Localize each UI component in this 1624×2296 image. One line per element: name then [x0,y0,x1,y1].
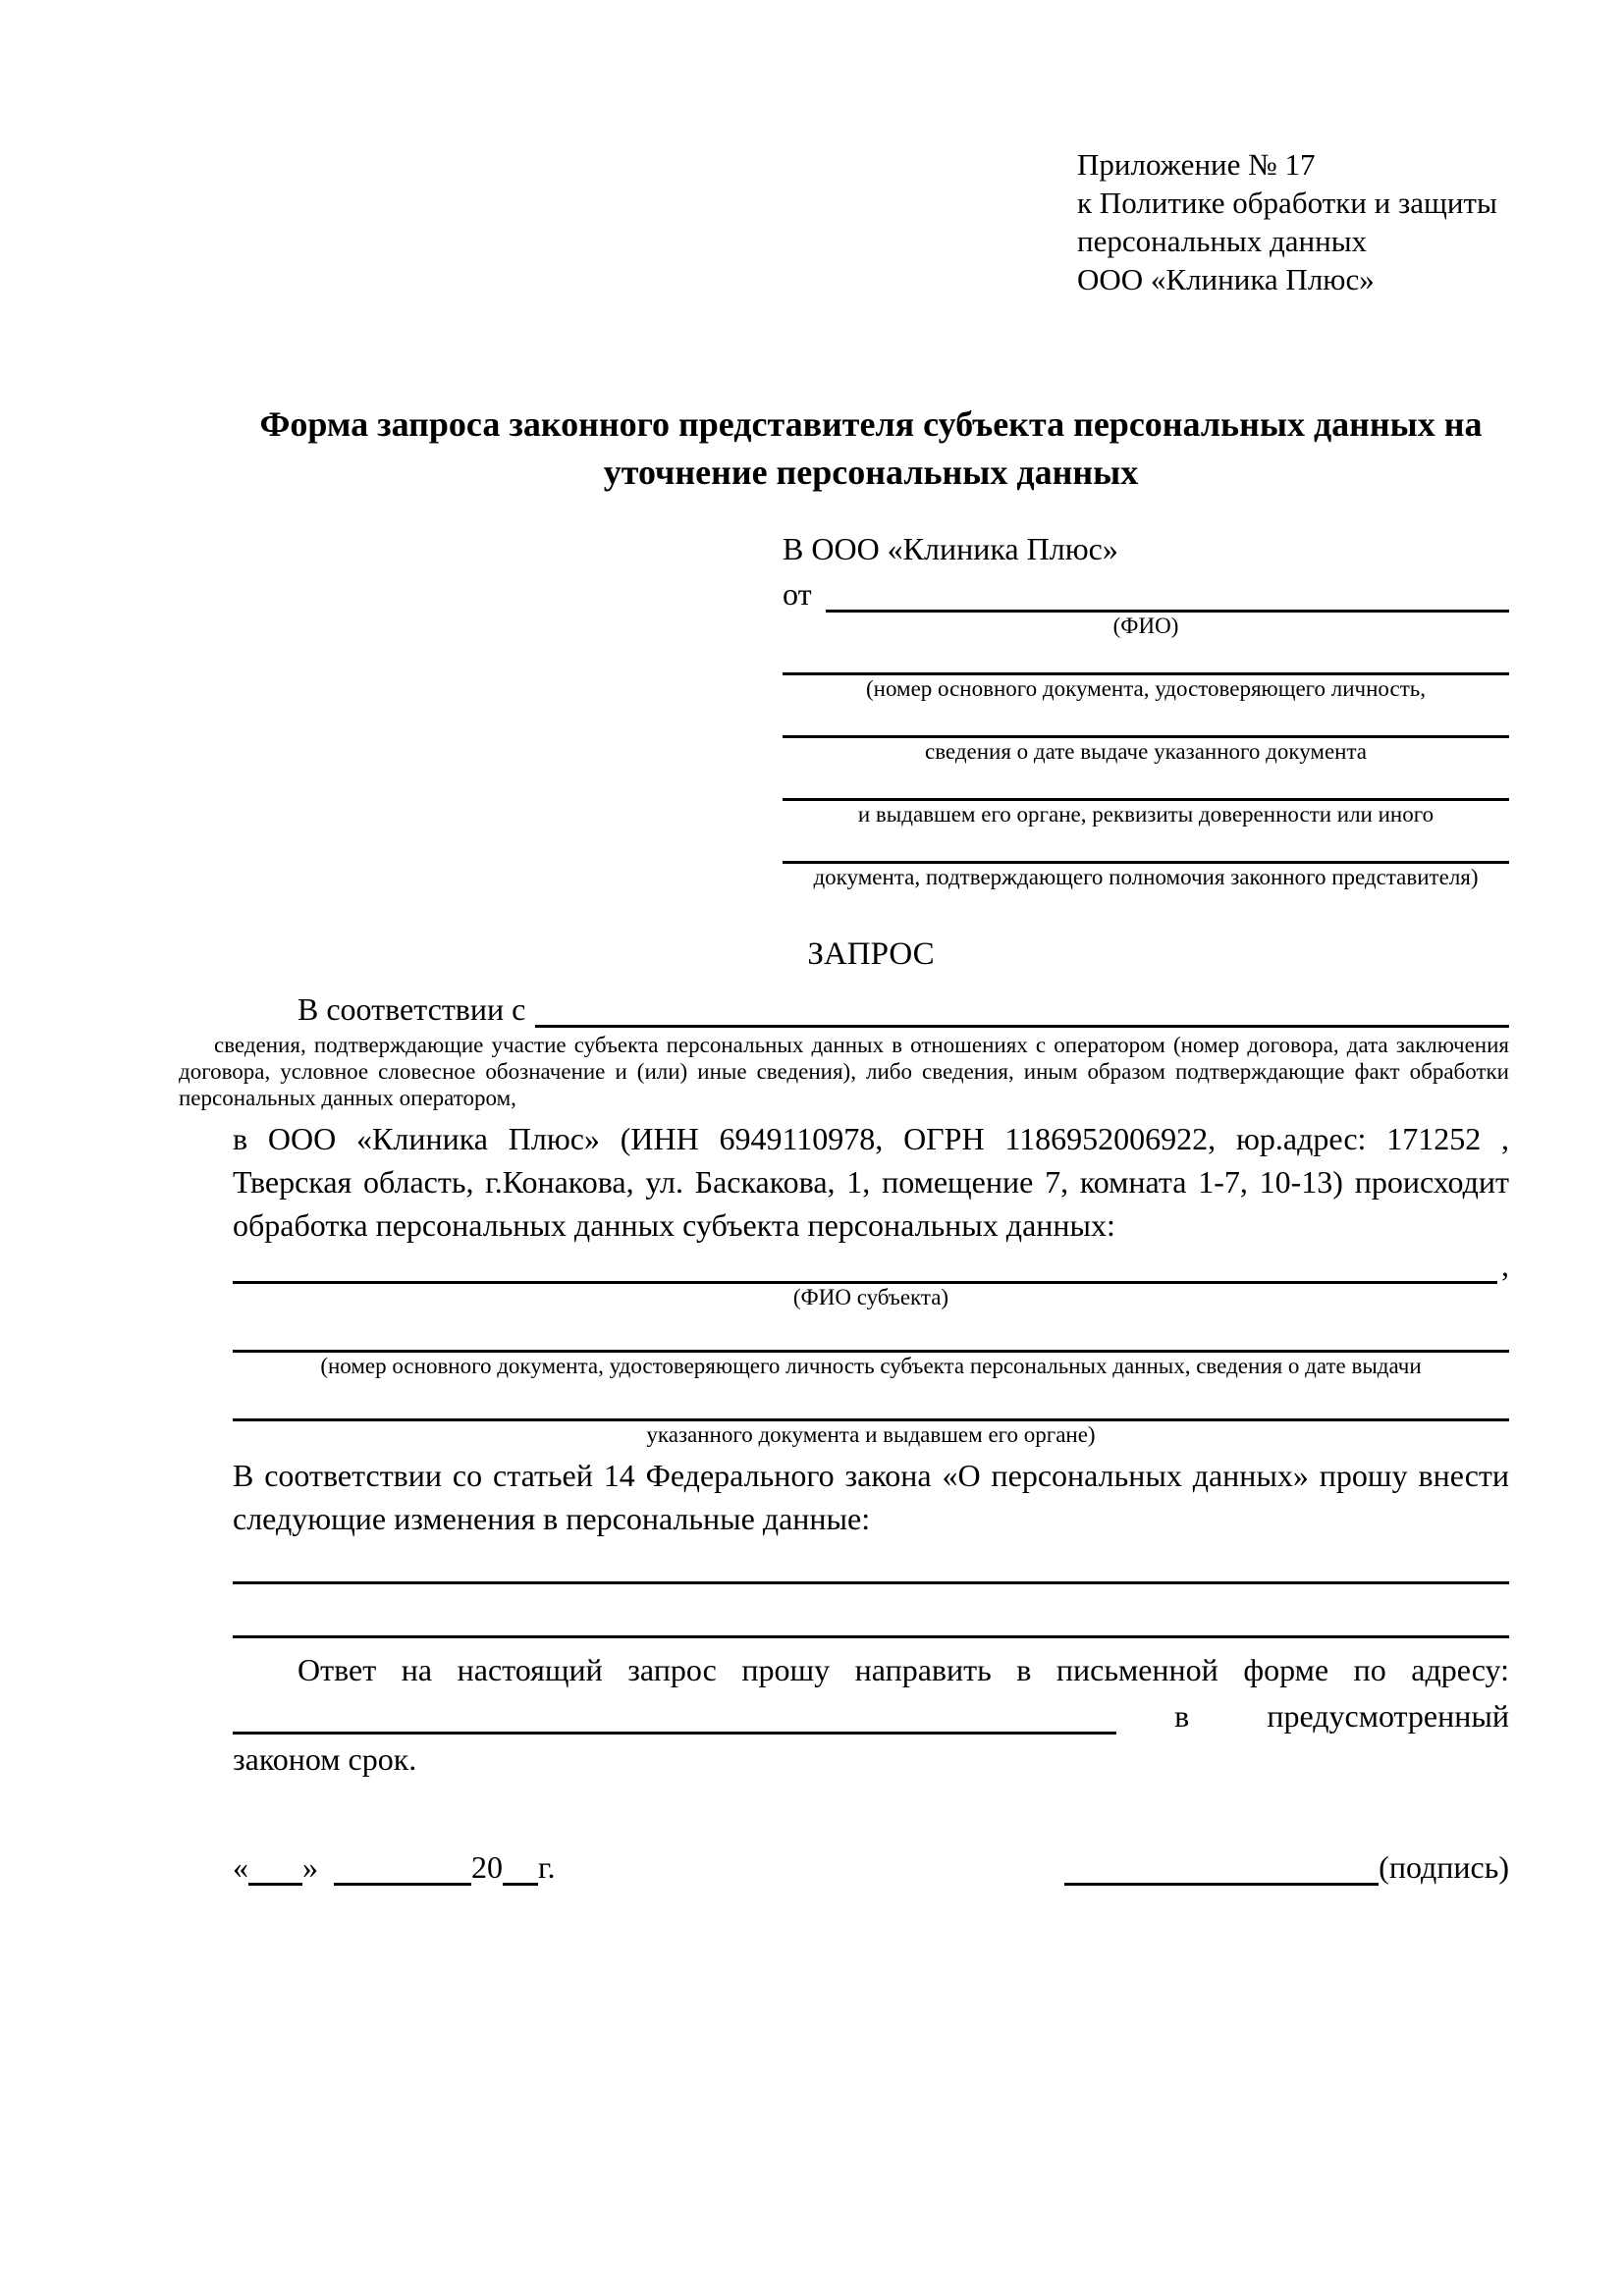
subject-authority-caption: указанного документа и выдавшем его органе) [646,1422,1096,1447]
signature-field-line[interactable] [1064,1883,1379,1886]
trailing-comma: , [1501,1248,1509,1283]
fio-caption: (ФИО) [1112,614,1179,638]
issue-date-caption: сведения о дате выдаче указанного документа [924,739,1368,764]
appendix-line-2: к Политике обработки и защиты [1077,186,1497,220]
day-field-line[interactable] [248,1883,302,1886]
quote-close: » [302,1849,318,1885]
accordance-basis-field-line[interactable] [535,1025,1509,1028]
subject-name-row [233,1247,1509,1284]
issuing-authority-field-line[interactable] [783,765,1509,801]
operator-paragraph: в ООО «Клиника Плюс» (ИНН 6949110978, ОГРН 1186952006922, юр.адрес: 171252 , Тверская область, г.Конакова, ул. Баскакова, 1, помещение 7, комната 1-7, 10-13) происходит обработка персональных данных субъекта персональных данных: [233,1121,1509,1243]
subject-document-caption: (номер основного документа, удостоверяющего личность субъекта персональных данных, сведения о дате выдачи [320,1354,1422,1378]
authority-document-caption: документа, подтверждающего полномочия законного представителя) [813,865,1479,889]
article-paragraph: В соответствии со статьей 14 Федерального закона «О персональных данных» прошу внести следующие изменения в персональные данные: [233,1458,1509,1536]
footnote-text: сведения, подтверждающие участие субъекта персональных данных в отношениях с оператором (номер договора, дата заключения договора, условное словесное обозначение и (или) иные сведения), либо сведения, иным образом подтверждающие факт обработки персональных данных оператором, [179,1033,1509,1110]
appendix-line-4: ООО «Клиника Плюс» [1077,262,1375,296]
document-caption: (номер основного документа, удостоверяющего личность, [865,676,1426,701]
addressee-org: В ООО «Клиника Плюс» [783,531,1118,566]
addressee-block [783,526,1509,890]
subject-fio-caption: (ФИО субъекта) [792,1285,949,1309]
response-line-1: Ответ на настоящий запрос прошу направить в письменной форме по адресу: [298,1652,1509,1687]
appendix-line-3: персональных данных [1077,224,1368,258]
from-label: от [783,576,812,612]
year-suffix: г. [538,1849,556,1885]
response-word-v: в [1174,1698,1190,1734]
appendix-note [1077,145,1509,298]
year-field-line[interactable] [503,1883,538,1886]
issuing-authority-caption: и выдавшем его органе, реквизиты доверенности или иного [857,802,1435,827]
request-heading: ЗАПРОС [807,936,935,972]
authority-document-field-line[interactable] [783,828,1509,864]
date-group [233,1849,556,1886]
from-row [783,571,1509,613]
document-title: Форма запроса законного представителя субъекта персональных данных на уточнение персональных данных [259,404,1483,492]
issue-date-field-line[interactable] [783,702,1509,738]
signature-caption: (подпись) [1379,1849,1509,1885]
year-prefix: 20 [471,1849,503,1885]
accordance-lead: В соответствии с [298,991,526,1027]
response-word-predusmotrenny: предусмотренный [1267,1698,1509,1734]
signature-group [1064,1849,1509,1886]
date-signature-row [233,1841,1509,1886]
month-field-line[interactable] [334,1883,471,1886]
response-address-row [233,1691,1509,1735]
changes-field-line-1[interactable] [233,1540,1509,1584]
response-line-3: законом срок. [233,1741,417,1777]
accordance-row [233,983,1509,1028]
quote-open: « [233,1849,248,1885]
subject-authority-field-line[interactable] [233,1379,1509,1421]
changes-field-line-2[interactable] [233,1584,1509,1638]
representative-document-field-line[interactable] [783,639,1509,675]
subject-document-field-line[interactable] [233,1310,1509,1353]
appendix-line-1: Приложение № 17 [1077,147,1316,182]
